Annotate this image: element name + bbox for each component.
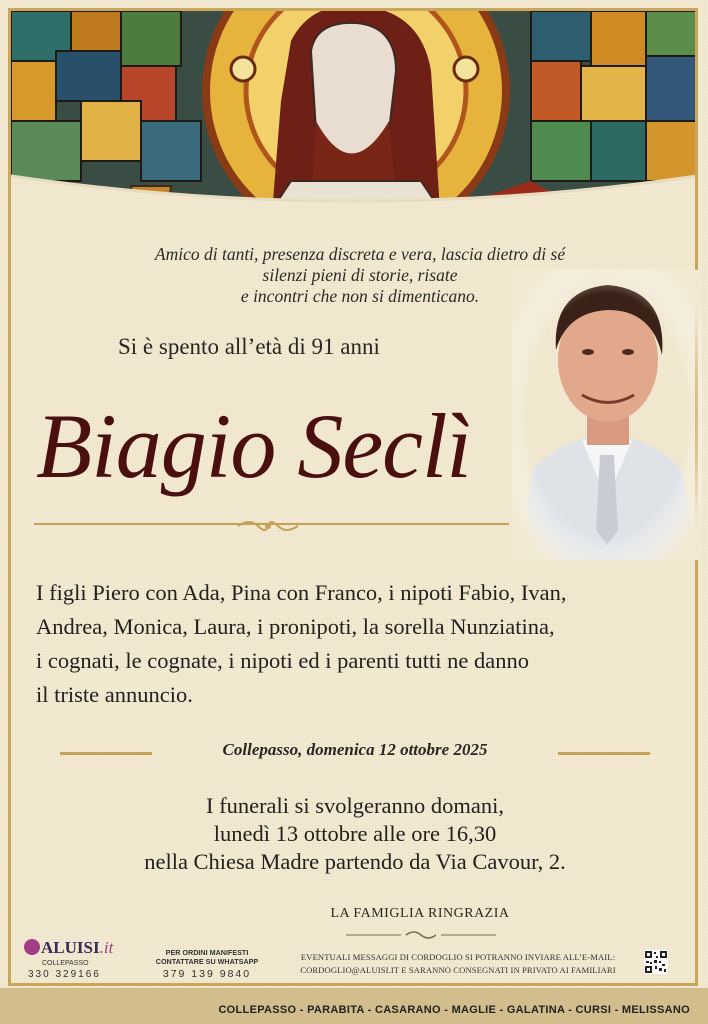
announcement-line: Andrea, Monica, Laura, i pronipoti, la sorella Nunziatina, <box>36 614 555 639</box>
scroll-ornament-icon <box>236 516 300 536</box>
right-divider <box>558 752 650 755</box>
announcement-line: il triste annuncio. <box>36 682 193 707</box>
order-line: PER ORDINI MANIFESTI <box>165 948 249 957</box>
funeral-line: lunedì 13 ottobre alle ore 16,30 <box>213 821 497 846</box>
deceased-portrait <box>512 270 702 560</box>
agency-town: COLLEPASSO <box>42 960 89 967</box>
funeral-line: nella Chiesa Madre partendo da Via Cavour, 2. <box>144 849 566 874</box>
logo-extension: .it <box>99 938 114 957</box>
message-line: EVENTUALI MESSAGGI DI CORDOGLIO SI POTRANNO INVIARE ALL’E-MAIL: <box>300 952 616 962</box>
announcement-text <box>36 576 676 712</box>
quote-line: Amico di tanti, presenza discreta e vera, lascia dietro di sé <box>154 244 566 264</box>
condolence-email-info <box>282 951 634 977</box>
place-date: Collepasso, domenica 12 ottobre 2025 <box>222 740 488 759</box>
message-line: CORDOGLIO@ALUISI.IT E SARANNO CONSEGNATI IN PRIVATO AI FAMILIARI <box>300 965 616 975</box>
order-info <box>142 948 272 980</box>
funeral-line: I funerali si svolgeranno domani, <box>205 793 505 818</box>
logo-mark-icon <box>24 939 40 955</box>
qr-code-icon[interactable] <box>644 950 668 974</box>
age-statement: Si è spento all’età di 91 anni <box>118 334 380 359</box>
agency-phone: 330 329166 <box>28 969 101 980</box>
quote-line: silenzi pieni di storie, risate <box>262 265 458 285</box>
deceased-name: Biagio Seclì <box>36 395 472 497</box>
logo-name: ALUISI <box>41 938 100 957</box>
agency-logo <box>24 938 113 958</box>
divider-ornament-icon <box>346 928 496 942</box>
family-thanks: LA FAMIGLIA RINGRAZIA <box>330 906 510 921</box>
quote-line: e incontri che non si dimenticano. <box>240 286 480 306</box>
whatsapp-phone: 379 139 9840 <box>162 968 252 980</box>
announcement-line: I figli Piero con Ada, Pina con Franco, i nipoti Fabio, Ivan, <box>36 580 567 605</box>
order-line: CONTATTARE SU WHATSAPP <box>155 957 259 966</box>
funeral-info <box>60 792 650 876</box>
stained-glass-jesus-image <box>11 11 697 226</box>
place-date-row <box>60 738 650 768</box>
announcement-line: i cognati, le cognate, i nipoti ed i parenti tutti ne danno <box>36 648 529 673</box>
agency-towns: COLLEPASSO - PARABITA - CASARANO - MAGLIE - GALATINA - CURSI - MELISSANO <box>218 1004 690 1016</box>
